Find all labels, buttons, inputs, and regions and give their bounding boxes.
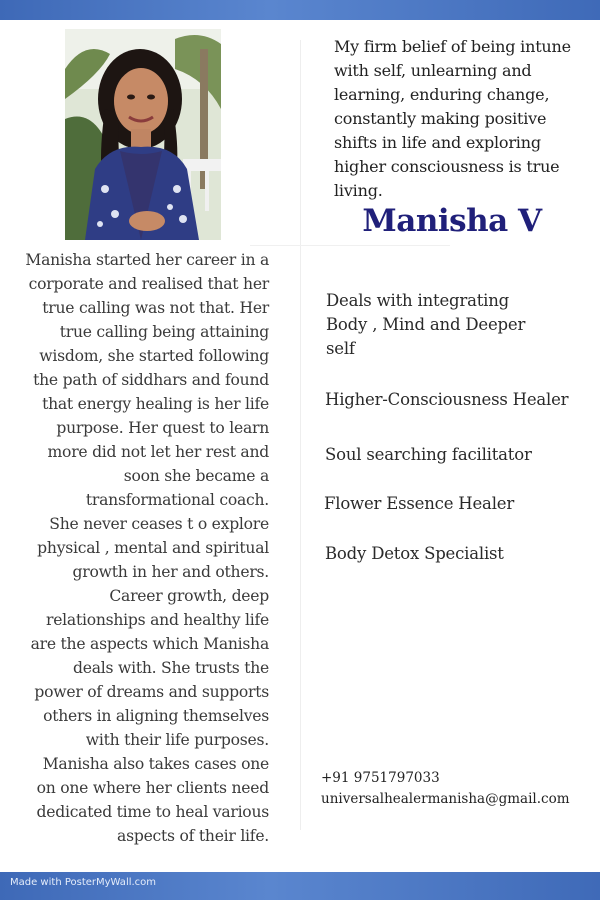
quote-line: higher consciousness is true [334,157,560,176]
bio-line: more did not let her rest and [47,443,269,461]
quote-line: shifts in life and exploring [334,133,541,152]
bio-line: true calling being attaining [59,323,269,341]
bio-line: relationships and healthy life [45,611,269,629]
profile-photo [65,29,221,240]
bio-line: on one where her clients need [36,779,269,797]
bio-line: true calling was not that. Her [42,299,269,317]
bio-line: growth in her and others. [72,563,269,581]
bio-line: physical , mental and spiritual [37,539,269,557]
bio-line: She never ceases t o explore [49,515,269,533]
role-line: Body , Mind and Deeper [326,315,526,334]
section-divider [250,245,450,246]
role-flower-essence: Flower Essence Healer [324,494,515,513]
person-name-heading: Manisha V [362,203,542,239]
bio-line: that energy healing is her life [42,395,269,413]
bio-line: soon she became a [123,467,269,485]
bio-line: power of dreams and supports [34,683,269,701]
column-divider [300,40,301,830]
bio-line: Career growth, deep [109,587,269,605]
bio-line: the path of siddhars and found [33,371,269,389]
bio-paragraph [16,248,269,848]
top-color-band [0,0,600,20]
quote-line: constantly making positive [334,109,547,128]
bio-line: dedicated time to heal various [36,803,269,821]
bio-line: Manisha started her career in a [25,251,269,269]
email-address: universalhealermanisha@gmail.com [321,791,570,807]
bio-line: deals with. She trusts the [73,659,269,677]
phone-number: +91 9751797033 [321,770,440,786]
bio-line: wisdom, she started following [39,347,269,365]
role-soul-searching: Soul searching facilitator [325,445,532,464]
bio-line: others in aligning themselves [43,707,269,725]
quote-line: learning, enduring change, [334,85,550,104]
bio-line: are the aspects which Manisha [30,635,269,653]
role-line: Deals with integrating [326,291,510,310]
bio-line: aspects of their life. [117,827,269,845]
bio-line: transformational coach. [85,491,269,509]
belief-quote [334,35,594,203]
bio-line: corporate and realised that her [28,275,269,293]
watermark-text: Made with PosterMyWall.com [10,877,157,888]
quote-line: My firm belief of being intune [334,37,571,56]
role-body-detox: Body Detox Specialist [325,544,504,563]
role-integrating [326,289,525,361]
role-consciousness-healer: Higher-Consciousness Healer [325,390,569,409]
quote-line: with self, unlearning and [334,61,532,80]
bio-line: with their life purposes. [85,731,269,749]
bio-line: Manisha also takes cases one [42,755,269,773]
role-line: self [326,339,355,358]
portrait-illustration [65,29,221,240]
bio-line: purpose. Her quest to learn [56,419,269,437]
quote-line: living. [334,181,383,200]
